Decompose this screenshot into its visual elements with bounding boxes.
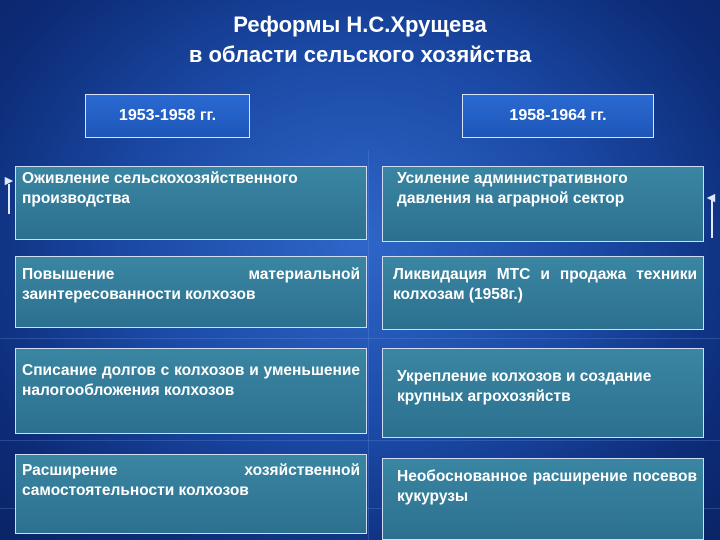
right-item-mts-liquidation: Ликвидация МТС и продажа техники колхозам (1958г.) bbox=[382, 256, 704, 330]
slide-title-line-2: в области сельского хозяйства bbox=[188, 42, 532, 67]
slide-title bbox=[0, 10, 720, 70]
arrow-left-icon: ◄ bbox=[704, 189, 718, 205]
background-grid-line bbox=[0, 338, 720, 339]
slide-title-line-1: Реформы Н.С.Хрущева bbox=[233, 12, 487, 37]
period-header-left: 1953-1958 гг. bbox=[85, 94, 250, 138]
right-item-corn-expansion: Необоснованное расширение посевов кукурузы bbox=[382, 458, 704, 540]
right-item-admin-pressure: Усиление административного давления на аграрной сектор bbox=[382, 166, 704, 242]
left-item-revival: Оживление сельскохозяйственного производства bbox=[15, 166, 367, 240]
left-connector-line bbox=[8, 184, 10, 214]
right-item-strengthening: Укрепление колхозов и создание крупных агрохозяйств bbox=[382, 348, 704, 438]
left-item-material-interest: Повышение материальной заинтересованности колхозов bbox=[15, 256, 367, 328]
period-header-right: 1958-1964 гг. bbox=[462, 94, 654, 138]
background-grid-line bbox=[0, 440, 720, 441]
left-item-autonomy: Расширение хозяйственной самостоятельности колхозов bbox=[15, 454, 367, 534]
left-item-debt-writeoff: Списание долгов с колхозов и уменьшение налогообложения колхозов bbox=[15, 348, 367, 434]
arrow-right-icon: ► bbox=[2, 172, 16, 188]
background-grid-line bbox=[368, 150, 369, 540]
